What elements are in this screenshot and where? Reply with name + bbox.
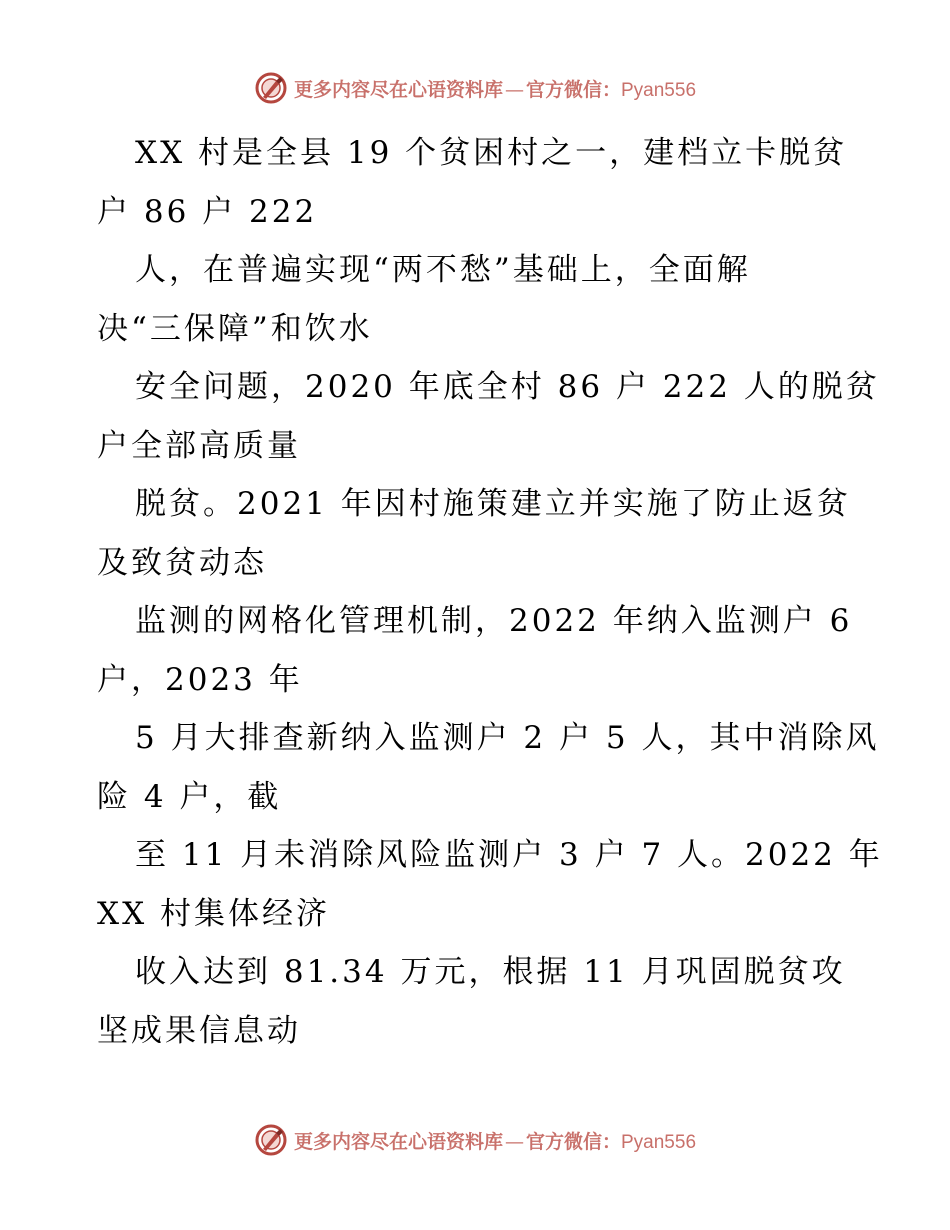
text-line: 及致贫动态 [97,544,267,581]
banner-wechat-id: Pyan556 [621,1131,697,1153]
text-line: 脱贫。2021 年因村施策建立并实施了防止返贫 [135,486,851,522]
text-line: 户，2023 年 [97,661,303,698]
text-line: XX 村集体经济 [97,895,330,932]
banner-text [294,1127,696,1154]
text-line: 监测的网格化管理机制，2022 年纳入监测户 6 [135,603,853,639]
text-line: 至 11 月未消除风险监测户 3 户 7 人。2022 年 [135,837,883,873]
text-line: 户全部高质量 [97,427,301,464]
text-line: 决“三保障”和饮水 [97,310,373,347]
header-banner [0,70,950,106]
banner-main-text: 更多内容尽在心语资料库 [293,78,503,101]
footer-banner [0,1122,950,1158]
banner-sub-text: 官方微信： [525,1130,621,1153]
banner-dash: — [504,1130,524,1153]
brand-logo-icon [254,71,288,105]
banner-sub-text: 官方微信： [525,78,621,101]
banner-wechat-id: Pyan556 [621,79,697,101]
text-line: XX 村是全县 19 个贫困村之一，建档立卡脱贫 [135,135,848,171]
text-line: 坚成果信息动 [97,1012,301,1049]
text-line: 人，在普遍实现“两不愁”基础上，全面解 [135,252,751,288]
text-line: 收入达到 81.34 万元，根据 11 月巩固脱贫攻 [135,954,846,990]
body-text [97,124,897,1060]
banner-text [294,75,696,102]
text-line: 险 4 户，截 [97,778,282,815]
banner-dash: — [504,78,524,101]
brand-logo-icon [254,1123,288,1157]
banner-main-text: 更多内容尽在心语资料库 [293,1130,503,1153]
text-line: 户 86 户 222 [97,193,318,230]
text-line: 安全问题，2020 年底全村 86 户 222 人的脱贫 [135,369,880,405]
text-line: 5 月大排查新纳入监测户 2 户 5 人，其中消除风 [135,720,880,756]
